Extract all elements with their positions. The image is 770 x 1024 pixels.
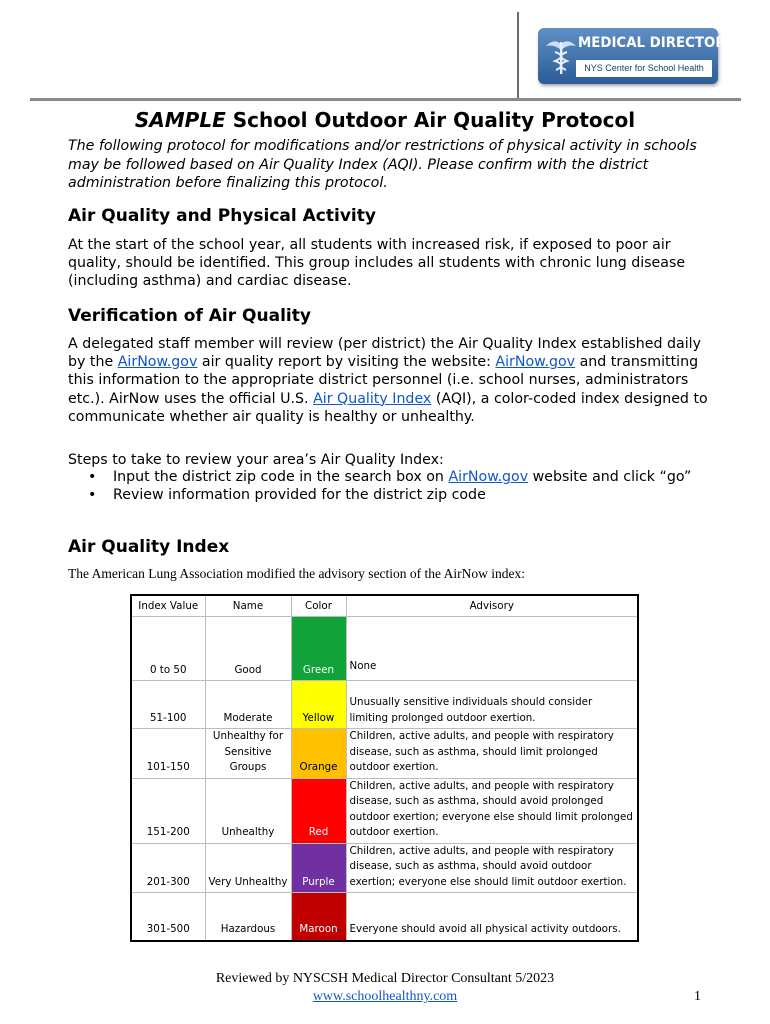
cell-index: 101-150 — [131, 729, 205, 779]
footer-link-line — [0, 989, 770, 1005]
section-heading-aqi: Air Quality Index — [68, 537, 230, 557]
cell-name: Unhealthy for Sensitive Groups — [205, 729, 291, 779]
cell-advisory: Children, active adults, and people with respiratory disease, such as asthma, should avoid outdoor exertion; everyone else should limit outdoor exertion. — [346, 843, 638, 893]
cell-name: Very Unhealthy — [205, 843, 291, 893]
cell-name: Unhealthy — [205, 778, 291, 843]
bullet1-text-b: website and click “go” — [528, 469, 692, 485]
section-heading-verification: Verification of Air Quality — [68, 306, 311, 326]
table-row — [131, 778, 638, 843]
cell-advisory: Unusually sensitive individuals should consider limiting prolonged outdoor exertion. — [346, 681, 638, 729]
aqi-table — [130, 594, 639, 942]
cell-color: Green — [291, 617, 346, 681]
cell-advisory: Children, active adults, and people with respiratory disease, such as asthma, should avoid prolonged outdoor exertion; everyone else should limit prolonged outdoor exertion. — [346, 778, 638, 843]
verification-text-c: and transmitting this information to the appropriate district personnel (i.e. school nurses, administrators etc.). AirNow uses the official U.S. — [68, 354, 699, 407]
cell-index: 201-300 — [131, 843, 205, 893]
cell-index: 0 to 50 — [131, 617, 205, 681]
cell-index: 151-200 — [131, 778, 205, 843]
cell-advisory: Children, active adults, and people with respiratory disease, such as asthma, should limit prolonged outdoor exertion. — [346, 729, 638, 779]
logo-subtitle: NYS Center for School Health — [576, 60, 712, 77]
header-color: Color — [291, 595, 346, 617]
table-row — [131, 729, 638, 779]
airnow-link[interactable]: AirNow.gov — [117, 354, 198, 371]
table-header-row — [131, 595, 638, 617]
header-name: Name — [205, 595, 291, 617]
table-row — [131, 681, 638, 729]
verification-paragraph — [68, 335, 718, 426]
footer-reviewed: Reviewed by NYSCSH Medical Director Consultant 5/2023 — [215, 971, 555, 986]
header-vertical-rule — [517, 12, 519, 100]
bullet-icon: • — [88, 469, 97, 485]
cell-index: 51-100 — [131, 681, 205, 729]
verification-text-d: (AQI), a color-coded index designed to communicate whether air quality is healthy or unhealthy. — [68, 390, 708, 425]
header-advisory: Advisory — [346, 595, 638, 617]
bullet1-text-a: Input the district zip code in the search box on — [113, 469, 449, 485]
page-title — [0, 108, 770, 132]
title-rest: School Outdoor Air Quality Protocol — [225, 108, 636, 132]
cell-name: Good — [205, 617, 291, 681]
steps-list — [68, 468, 718, 504]
aqi-link[interactable]: Air Quality Index — [313, 390, 432, 407]
page-number: 1 — [694, 989, 701, 1004]
cell-index: 301-500 — [131, 893, 205, 941]
table-row — [131, 843, 638, 893]
list-item — [68, 468, 718, 486]
verification-text-b: air quality report by visiting the website: — [197, 354, 496, 371]
intro-paragraph: The following protocol for modifications and/or restrictions of physical activity in schools may be followed based on Air Quality Index (AQI). Please confirm with the district administration before finalizing this protocol. — [68, 138, 697, 191]
cell-name: Moderate — [205, 681, 291, 729]
list-item — [68, 486, 718, 504]
header-index-value: Index Value — [131, 595, 205, 617]
medical-directors-logo — [538, 28, 736, 84]
section-heading-physical-activity: Air Quality and Physical Activity — [68, 206, 376, 226]
cell-name: Hazardous — [205, 893, 291, 941]
cell-advisory: None — [346, 617, 638, 681]
cell-advisory: Everyone should avoid all physical activity outdoors. — [346, 893, 638, 941]
cell-color: Red — [291, 778, 346, 843]
steps-intro: Steps to take to review your area’s Air Quality Index: — [68, 452, 444, 468]
bullet-icon: • — [88, 487, 97, 504]
physical-activity-paragraph: At the start of the school year, all students with increased risk, if exposed to poor air quality, should be identified. This group includes all students with chronic lung disease (including asthma) and cardiac disease. — [68, 237, 686, 290]
title-emphasis: SAMPLE — [134, 108, 226, 132]
airnow-link-3[interactable]: AirNow.gov — [448, 469, 529, 485]
schoolhealthny-link[interactable]: www.schoolhealthny.com — [312, 989, 458, 1004]
logo-title: MEDICAL DIRECTORS — [578, 35, 736, 51]
aqi-note: The American Lung Association modified the advisory section of the AirNow index: — [68, 566, 526, 581]
verification-text-a: A delegated staff member will review (per district) the Air Quality Index established daily by the — [68, 336, 701, 371]
caduceus-icon — [544, 36, 578, 76]
cell-color: Yellow — [291, 681, 346, 729]
cell-color: Purple — [291, 843, 346, 893]
cell-color: Maroon — [291, 893, 346, 941]
airnow-link-2[interactable]: AirNow.gov — [495, 354, 576, 371]
bullet2-text: Review information provided for the district zip code — [113, 487, 486, 504]
table-row — [131, 893, 638, 941]
table-row — [131, 617, 638, 681]
cell-color: Orange — [291, 729, 346, 779]
header-horizontal-rule — [30, 98, 741, 101]
